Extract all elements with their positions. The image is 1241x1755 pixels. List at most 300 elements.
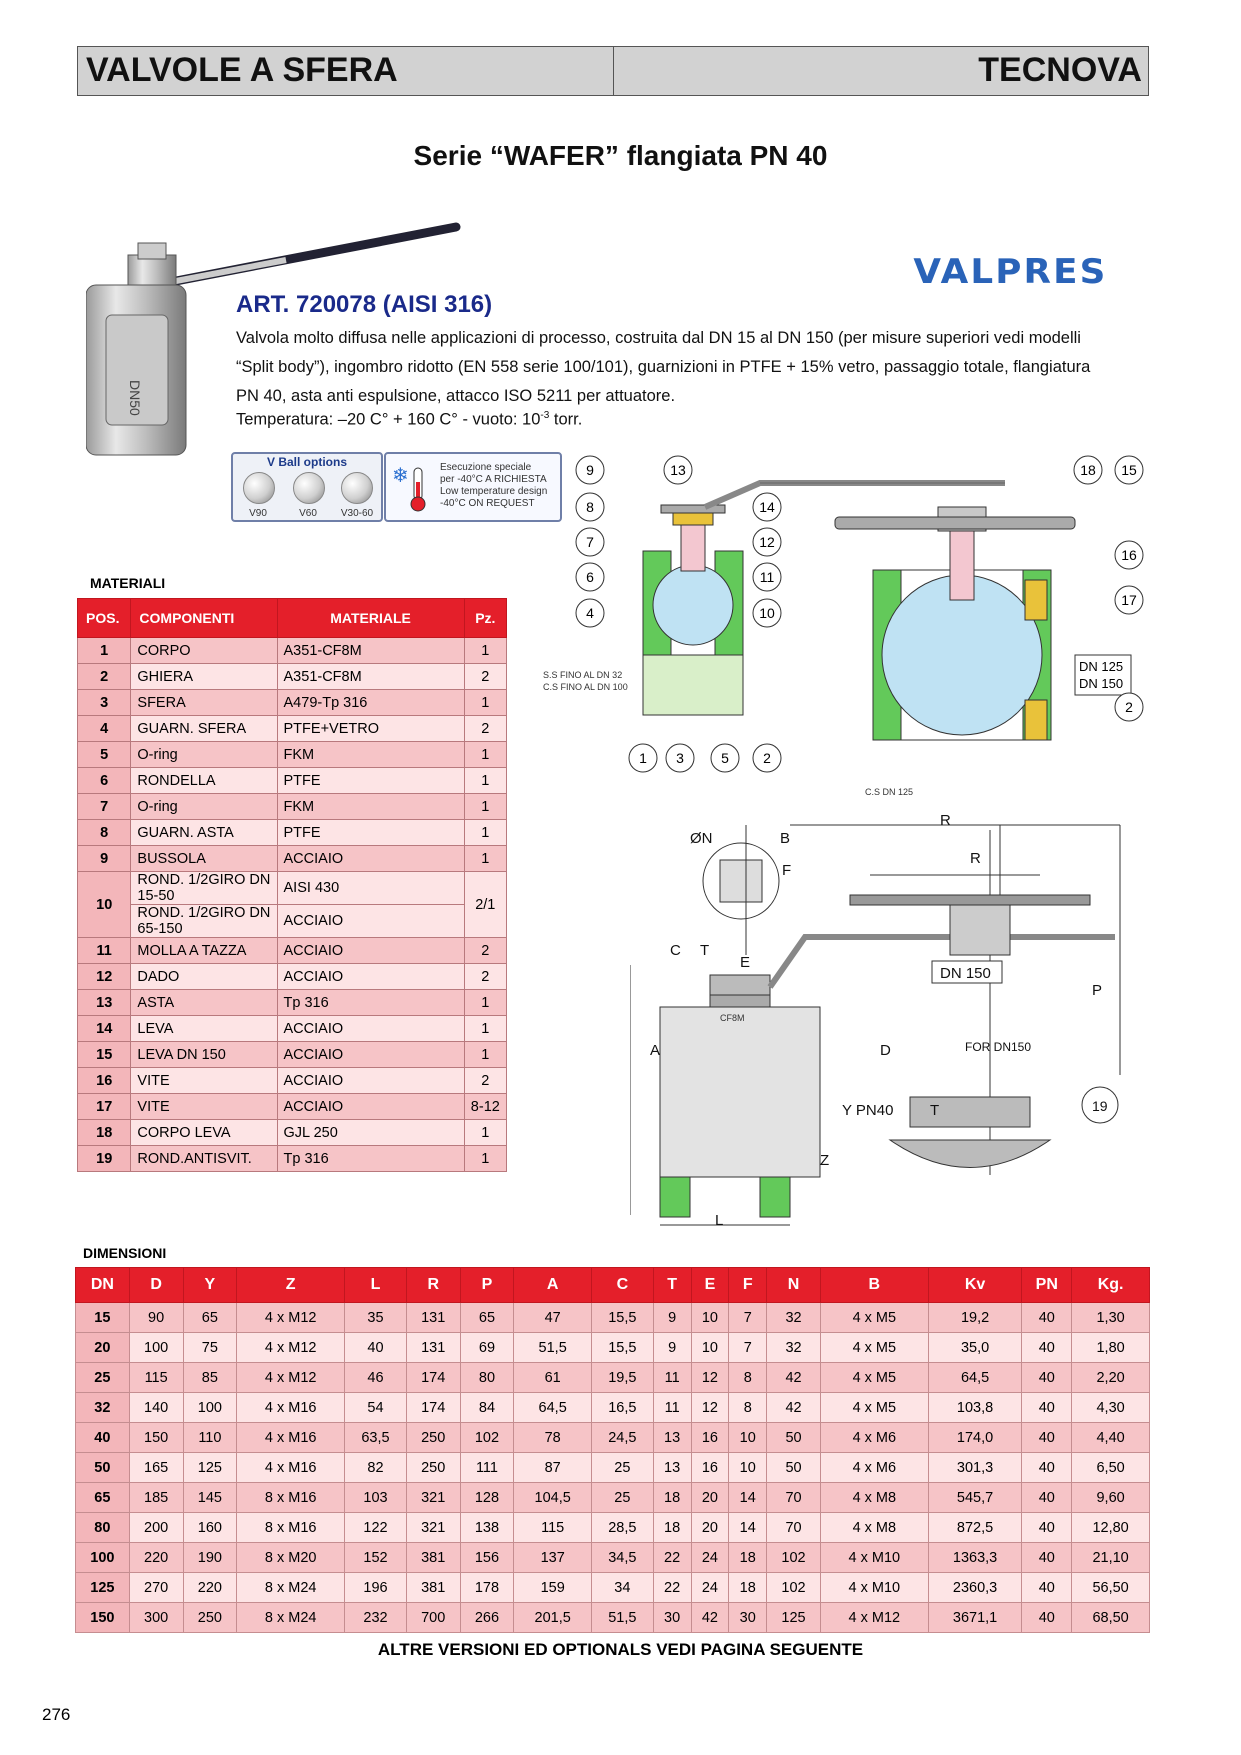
dimensions-cell: 18 [729,1573,767,1603]
dimensions-cell: 150 [76,1603,130,1633]
materials-row [78,794,507,820]
dim-label: T [930,1102,940,1119]
dimensions-cell: 250 [183,1603,237,1633]
callout-number: 7 [586,534,594,550]
v90-ball-icon [243,472,275,504]
ss-note: S.S FINO AL DN 32 [543,670,623,680]
svg-text:DN50: DN50 [127,380,143,416]
dimensions-cell: 100 [183,1393,237,1423]
dimensions-header-cell: E [691,1268,729,1303]
dimensions-cell: 4 x M12 [237,1333,345,1363]
dimensions-cell: 42 [691,1603,729,1633]
materials-cell-pos: 12 [78,964,131,990]
materials-row [78,1146,507,1172]
dimensions-cell: 40 [76,1423,130,1453]
dimensions-cell: 24 [691,1573,729,1603]
dimensions-cell: 381 [406,1573,460,1603]
low-temp-line: per -40°C A RICHIESTA [440,474,547,485]
section-drawing [535,455,1150,815]
dimensions-cell: 103,8 [928,1393,1022,1423]
dimensions-cell: 70 [767,1483,821,1513]
vball-label: V90 [249,508,267,519]
for-dn150: FOR DN150 [965,1040,1032,1054]
dimensions-row [76,1363,1150,1393]
dimensions-cell: 32 [76,1393,130,1423]
dimensions-header-cell: Kg. [1072,1268,1150,1303]
dimensions-cell: 32 [767,1333,821,1363]
dimensions-cell: 65 [76,1483,130,1513]
dim-label: B [780,830,791,847]
materials-row [78,872,507,905]
temperature-line [236,410,582,430]
dimensions-cell: 138 [460,1513,514,1543]
dimensions-cell: 545,7 [928,1483,1022,1513]
materials-cell-mat: PTFE+VETRO [277,716,464,742]
materials-cell-pos: 19 [78,1146,131,1172]
v30-60-ball-icon [341,472,373,504]
dimensions-cell: 69 [460,1333,514,1363]
valpres-logo: VALPRES [913,252,1108,292]
dimensions-cell: 700 [406,1603,460,1633]
dimensions-cell: 78 [514,1423,592,1453]
materials-cell-pos: 7 [78,794,131,820]
dimensions-cell: 4 x M12 [237,1363,345,1393]
materials-row [78,1042,507,1068]
dimensions-cell: 220 [183,1573,237,1603]
page-number: 276 [42,1705,71,1724]
dimensions-cell: 301,3 [928,1453,1022,1483]
callout-number: 13 [670,462,686,478]
dimensions-cell: 8 [729,1393,767,1423]
dimensions-cell: 250 [406,1423,460,1453]
materials-label: MATERIALI [90,575,166,591]
dimensions-cell: 165 [129,1453,183,1483]
dimensions-cell: 201,5 [514,1603,592,1633]
materials-cell-pos: 6 [78,768,131,794]
dimensions-cell: 100 [129,1333,183,1363]
materials-cell-comp: VITE [131,1094,277,1120]
dimensions-cell: 4 x M12 [237,1303,345,1333]
dimensions-cell: 40 [1022,1363,1072,1393]
dimensions-cell: 18 [729,1543,767,1573]
dimensions-row [76,1603,1150,1633]
dimensions-cell: 14 [729,1483,767,1513]
body-mark: CF8M [720,1013,745,1023]
materials-cell-pos: 3 [78,690,131,716]
dimensions-cell: 4 x M5 [820,1393,928,1423]
materials-cell-comp: O-ring [131,794,277,820]
materials-cell-mat: ACCIAIO [277,964,464,990]
dimensions-header-cell: A [514,1268,592,1303]
dimensions-cell: 40 [1022,1333,1072,1363]
materials-cell-pos: 1 [78,638,131,664]
vball-options-card [231,452,383,522]
dimensions-cell: 266 [460,1603,514,1633]
dimensions-cell: 150 [129,1423,183,1453]
dimensions-cell: 15,5 [591,1333,653,1363]
dimensions-header-row [76,1268,1150,1303]
materials-cell-comp: DADO [131,964,277,990]
dimensions-cell: 4,30 [1072,1393,1150,1423]
dimensions-cell: 56,50 [1072,1573,1150,1603]
materials-cell-pz: 2 [464,938,506,964]
dimensions-label: DIMENSIONI [83,1245,167,1261]
dimensions-cell: 10 [729,1453,767,1483]
dim-label: R [940,815,951,829]
dimensions-cell: 1,80 [1072,1333,1150,1363]
dimensions-header-cell: T [653,1268,691,1303]
dimensions-cell: 12 [691,1393,729,1423]
dimensions-row [76,1453,1150,1483]
materials-cell-pos: 16 [78,1068,131,1094]
dim-label: L [715,1212,724,1229]
materials-row [78,1094,507,1120]
dimensions-cell: 152 [345,1543,407,1573]
dimensions-cell: 63,5 [345,1423,407,1453]
dimensions-cell: 156 [460,1543,514,1573]
materials-cell-pz: 1 [464,820,506,846]
dimensions-cell: 872,5 [928,1513,1022,1543]
dimensions-cell: 9,60 [1072,1483,1150,1513]
thermometer-snowflake-icon [392,462,436,514]
materials-header-cell: COMPONENTI [131,599,277,638]
dimensions-cell: 115 [129,1363,183,1393]
cs-note: C.S FINO AL DN 100 [543,682,628,692]
materials-cell-pz: 8-12 [464,1094,506,1120]
dimensions-cell: 102 [460,1423,514,1453]
dimensions-cell: 50 [767,1423,821,1453]
low-temperature-text [440,462,547,510]
dimensions-header-cell: DN [76,1268,130,1303]
dimensions-cell: 75 [183,1333,237,1363]
dimensions-cell: 4 x M16 [237,1423,345,1453]
dimensions-cell: 4,40 [1072,1423,1150,1453]
dimensions-cell: 35 [345,1303,407,1333]
materials-row [78,1068,507,1094]
materials-row [78,846,507,872]
materials-row [78,742,507,768]
dimensions-cell: 46 [345,1363,407,1393]
materials-header-cell: Pz. [464,599,506,638]
dimensions-cell: 102 [767,1543,821,1573]
materials-cell-mat: Tp 316 [277,1146,464,1172]
dimensions-cell: 12 [691,1363,729,1393]
dimensions-cell: 12,80 [1072,1513,1150,1543]
dimensions-cell: 10 [729,1423,767,1453]
series-title: Serie “WAFER” flangiata PN 40 [413,140,828,171]
dimensions-cell: 131 [406,1303,460,1333]
materials-cell-comp: GHIERA [131,664,277,690]
callout-number: 9 [586,462,594,478]
dimensions-cell: 10 [691,1333,729,1363]
materials-cell-mat: FKM [277,794,464,820]
dimensions-cell: 16 [691,1423,729,1453]
dimensions-cell: 4 x M10 [820,1543,928,1573]
dim-label: R [970,850,981,867]
brand-title: TECNOVA [978,51,1142,89]
dimensions-cell: 65 [183,1303,237,1333]
materials-cell-pz: 2 [464,964,506,990]
materials-row [78,820,507,846]
materials-row [78,716,507,742]
materials-cell-mat: ACCIAIO [277,1042,464,1068]
dimensions-cell: 25 [76,1363,130,1393]
dimensions-cell: 24,5 [591,1423,653,1453]
v60-ball-icon [293,472,325,504]
dimensions-cell: 18 [653,1483,691,1513]
dn150-box: DN 150 [940,965,991,982]
dimensions-cell: 159 [514,1573,592,1603]
materials-row [78,905,507,938]
dimensions-cell: 47 [514,1303,592,1333]
materials-cell-mat: AISI 430 [277,872,464,905]
dim-label: Z [820,1152,830,1169]
vball-label: V60 [299,508,317,519]
dimensions-cell: 115 [514,1513,592,1543]
dimensions-cell: 122 [345,1513,407,1543]
materials-row [78,1120,507,1146]
dimensions-cell: 174 [406,1393,460,1423]
materials-cell-pos: 2 [78,664,131,690]
dimensions-cell: 190 [183,1543,237,1573]
dimensions-header-cell: N [767,1268,821,1303]
dimensions-cell: 4 x M8 [820,1483,928,1513]
dimensions-table [75,1267,1150,1633]
dimensions-cell: 8 x M16 [237,1483,345,1513]
materials-cell-pz: 1 [464,1120,506,1146]
dimensions-cell: 28,5 [591,1513,653,1543]
dimensions-cell: 11 [653,1393,691,1423]
dimensions-cell: 7 [729,1303,767,1333]
dimensions-row [76,1513,1150,1543]
description-line: “Split body”), ingombro ridotto (EN 558 serie 100/101), guarnizioni in PTFE + 15% vetro, passaggio totale, flangiatura [236,358,1091,376]
dimensions-cell: 8 x M24 [237,1573,345,1603]
dimensions-cell: 104,5 [514,1483,592,1513]
dimensions-cell: 140 [129,1393,183,1423]
materials-cell-comp: RONDELLA [131,768,277,794]
dimensions-cell: 4 x M16 [237,1453,345,1483]
materials-row [78,938,507,964]
dimensions-cell: 24 [691,1543,729,1573]
materials-cell-mat: ACCIAIO [277,1094,464,1120]
dimensions-cell: 40 [1022,1603,1072,1633]
dimensions-cell: 40 [1022,1423,1072,1453]
dimensions-cell: 20 [76,1333,130,1363]
dimensions-cell: 22 [653,1573,691,1603]
dimensions-cell: 18 [653,1513,691,1543]
materials-cell-comp: GUARN. SFERA [131,716,277,742]
dimensions-cell: 19,5 [591,1363,653,1393]
dimensions-cell: 102 [767,1573,821,1603]
dimensions-cell: 50 [76,1453,130,1483]
dimensions-cell: 321 [406,1483,460,1513]
dimensions-header-cell: PN [1022,1268,1072,1303]
temperature-exponent: -3 [540,410,550,421]
vball-label: V30-60 [340,508,374,519]
materials-cell-pz: 1 [464,794,506,820]
dimensions-cell: 84 [460,1393,514,1423]
materials-table [77,598,507,1172]
dimensions-cell: 64,5 [514,1393,592,1423]
dim-label: F [782,862,792,879]
dimensions-header-cell: Kv [928,1268,1022,1303]
temperature-prefix: Temperatura: –20 C° + 160 C° - vuoto: 10 [236,410,541,429]
materials-cell-pos: 10 [78,872,131,938]
dimensions-cell: 13 [653,1453,691,1483]
materials-cell-pz: 1 [464,1146,506,1172]
dimensions-cell: 15 [76,1303,130,1333]
dim-label: D [880,1042,891,1059]
dimensions-row [76,1303,1150,1333]
materials-cell-pz: 2 [464,664,506,690]
header-divider [613,47,614,95]
dimensions-cell: 32 [767,1303,821,1333]
article-title: ART. 720078 (AISI 316) [236,291,493,318]
materials-cell-mat: A479-Tp 316 [277,690,464,716]
materials-cell-comp: GUARN. ASTA [131,820,277,846]
temperature-suffix: torr. [549,410,583,429]
dimensions-cell: 196 [345,1573,407,1603]
dimensions-cell: 25 [591,1453,653,1483]
dimensions-cell: 4 x M6 [820,1423,928,1453]
dimensions-cell: 8 [729,1363,767,1393]
dimensions-cell: 300 [129,1603,183,1633]
materials-cell-pos: 5 [78,742,131,768]
dimensions-cell: 19,2 [928,1303,1022,1333]
materials-cell-pz: 1 [464,768,506,794]
callout-number: 16 [1121,547,1137,563]
dimensions-header-cell: R [406,1268,460,1303]
dimensions-cell: 14 [729,1513,767,1543]
dimensions-cell: 103 [345,1483,407,1513]
dimensions-cell: 90 [129,1303,183,1333]
dimensions-cell: 200 [129,1513,183,1543]
dimensions-cell: 185 [129,1483,183,1513]
vball-title: V Ball options [266,455,347,469]
dimensions-cell: 21,10 [1072,1543,1150,1573]
dimensions-cell: 65 [460,1303,514,1333]
dimensions-cell: 2360,3 [928,1573,1022,1603]
dimensions-cell: 40 [1022,1573,1072,1603]
materials-cell-mat: ACCIAIO [277,938,464,964]
materials-cell-comp: O-ring [131,742,277,768]
materials-cell-pos: 17 [78,1094,131,1120]
dimensions-cell: 54 [345,1393,407,1423]
materials-cell-mat: ACCIAIO [277,846,464,872]
dimensions-header-cell: P [460,1268,514,1303]
dim-label: E [740,954,751,971]
dimensions-cell: 3671,1 [928,1603,1022,1633]
callout-number: 17 [1121,592,1137,608]
dimensions-cell: 125 [767,1603,821,1633]
dimensions-cell: 34,5 [591,1543,653,1573]
materials-cell-pz: 1 [464,990,506,1016]
low-temp-line: Esecuzione speciale [440,462,532,473]
materials-cell-pz: 1 [464,1042,506,1068]
dimensions-cell: 4 x M8 [820,1513,928,1543]
dimensions-cell: 16 [691,1453,729,1483]
materials-cell-pz: 1 [464,638,506,664]
materials-cell-mat: FKM [277,742,464,768]
dimensions-cell: 40 [345,1333,407,1363]
article-description [236,324,1156,411]
materials-cell-pz: 1 [464,690,506,716]
dim-label: A [650,1042,661,1059]
dimensions-cell: 128 [460,1483,514,1513]
materials-cell-comp: SFERA [131,690,277,716]
materials-cell-pz: 2 [464,1068,506,1094]
dimensions-cell: 51,5 [591,1603,653,1633]
dimensions-cell: 1363,3 [928,1543,1022,1573]
svg-text:❄: ❄ [392,465,409,487]
callout-number: 18 [1080,462,1096,478]
materials-cell-comp: LEVA DN 150 [131,1042,277,1068]
materials-cell-mat: Tp 316 [277,990,464,1016]
dim-label: C [670,942,681,959]
materials-cell-comp: VITE [131,1068,277,1094]
callout-number: 11 [759,569,775,585]
dimensions-cell: 4 x M6 [820,1453,928,1483]
dimensions-cell: 80 [76,1513,130,1543]
materials-cell-pos: 9 [78,846,131,872]
dimensions-header-cell: F [729,1268,767,1303]
dimensions-cell: 10 [691,1303,729,1333]
callout-number: 8 [586,499,594,515]
dimensions-cell: 16,5 [591,1393,653,1423]
dimensions-header-cell: Y [183,1268,237,1303]
low-temp-line: -40°C ON REQUEST [440,498,535,509]
dimensions-cell: 50 [767,1453,821,1483]
dimensions-cell: 70 [767,1513,821,1543]
header-band [77,46,1149,96]
materials-cell-mat: A351-CF8M [277,638,464,664]
dimensions-cell: 82 [345,1453,407,1483]
dimensions-cell: 321 [406,1513,460,1543]
materials-row [78,638,507,664]
right-section-view [835,507,1075,740]
materials-cell-comp: CORPO LEVA [131,1120,277,1146]
dimensions-cell: 42 [767,1393,821,1423]
dimensions-cell: 4 x M16 [237,1393,345,1423]
dimension-drawing [630,815,1150,1235]
callout-number: 15 [1121,462,1137,478]
dimensions-row [76,1333,1150,1363]
dimensions-cell: 137 [514,1543,592,1573]
dimensions-cell: 220 [129,1543,183,1573]
dimensions-cell: 13 [653,1423,691,1453]
materials-cell-comp: ASTA [131,990,277,1016]
dimensions-cell: 34 [591,1573,653,1603]
footer-note: ALTRE VERSIONI ED OPTIONALS VEDI PAGINA SEGUENTE [377,1640,864,1659]
dimensions-cell: 40 [1022,1393,1072,1423]
dimensions-cell: 85 [183,1363,237,1393]
dimensions-cell: 6,50 [1072,1453,1150,1483]
dim-label: T [700,942,710,959]
dimensions-cell: 80 [460,1363,514,1393]
dimensions-cell: 4 x M5 [820,1333,928,1363]
dimensions-cell: 8 x M20 [237,1543,345,1573]
dimensions-cell: 61 [514,1363,592,1393]
materials-row [78,964,507,990]
dn-box-label: DN 125 [1079,659,1124,674]
materials-cell-pz: 2 [464,716,506,742]
materials-cell-pos: 8 [78,820,131,846]
callout-number: 14 [759,499,775,515]
materials-cell-pos: 11 [78,938,131,964]
dimensions-cell: 7 [729,1333,767,1363]
materials-cell-pos: 18 [78,1120,131,1146]
dimensions-cell: 250 [406,1453,460,1483]
